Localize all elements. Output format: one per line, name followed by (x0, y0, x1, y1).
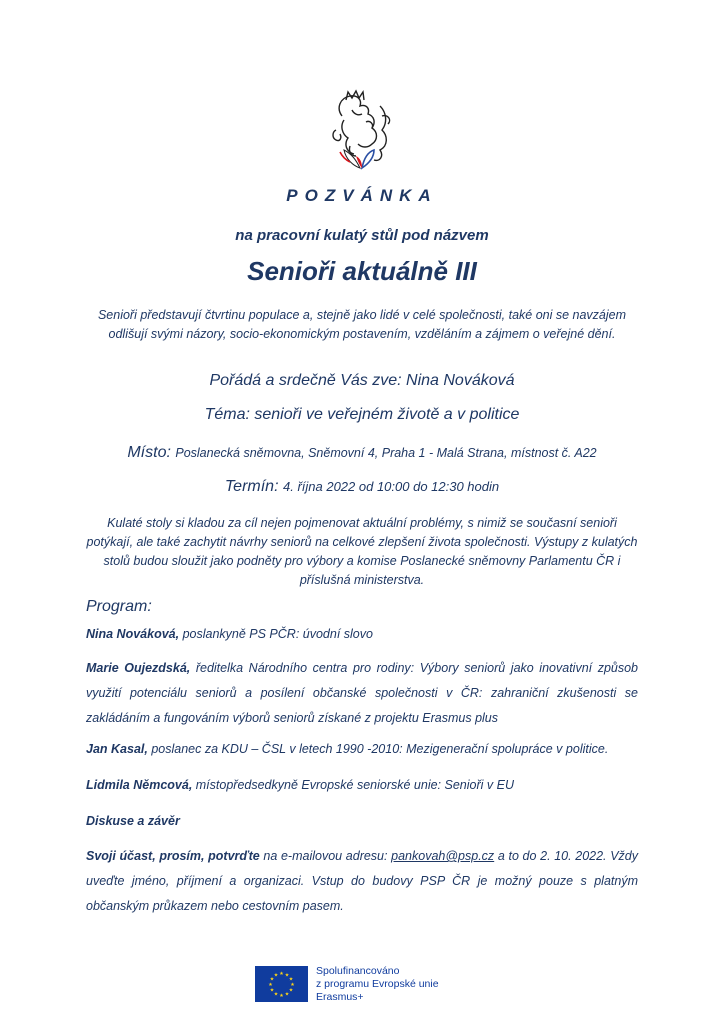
term-value: 4. října 2022 od 10:00 do 12:30 hodin (282, 479, 500, 494)
program-item (86, 773, 638, 798)
speaker-name: Marie Oujezdská, (86, 661, 191, 675)
eu-star-icon: ★ (279, 992, 284, 999)
eu-text-line-2: z programu Evropské unie (316, 978, 439, 990)
place-label: Místo: (127, 444, 171, 461)
speaker-name: Jan Kasal, (86, 742, 148, 756)
program-item-text: místopředsedkyně Evropské seniorské unie: Senioři v EU (192, 778, 514, 792)
rsvp-text-2: a to do 2. 10. 2022. Vždy uveďte jméno, příjmení a organizaci. Vstup do budovy PSP ČR je možný pouze s platným občanským průkazem nebo cestovním pasem. (86, 849, 638, 913)
rsvp-bold: Svoji účast, prosím, potvrďte (86, 849, 260, 863)
place-line (70, 444, 654, 462)
eu-star-icon: ★ (288, 987, 294, 994)
eu-text-line-1: Spolufinancováno (316, 965, 400, 977)
program-heading: Program: (86, 598, 152, 615)
eu-star-icon: ★ (284, 991, 290, 998)
eu-text-line-3: Erasmus+ (316, 991, 364, 1003)
term-label: Termín: (224, 478, 279, 495)
program-item (86, 737, 638, 762)
eu-star-icon: ★ (269, 976, 275, 983)
speaker-name: Nina Nováková, (86, 627, 180, 641)
organizer-line: Pořádá a srdečně Vás zve: Nina Nováková (209, 372, 515, 389)
email-link[interactable]: pankovah@psp.cz (391, 849, 495, 863)
eu-star-icon: ★ (273, 991, 279, 998)
place-value: Poslanecká sněmovna, Sněmovní 4, Praha 1 - Malá Strana, místnost č. A22 (175, 446, 597, 460)
intro-paragraph: Senioři představují čtvrtinu populace a, stejně jako lidé v celé společnosti, také oni se navzájem odlišují svými názory, socio-ekonomickým postavením, vzděláním a zájmem o veřejné dění. (97, 308, 627, 341)
program-item-text: ředitelka Národního centra pro rodiny: Výbory seniorů jako inovativní způsob využití potenciálu seniorů a posílení občanské společnosti v ČR: zahraniční zkušenosti se zakládáním a fungováním výborů seniorů získané z projektu Erasmus plus (86, 661, 639, 725)
eu-cofunding-text (316, 965, 439, 1004)
program-item (86, 656, 638, 731)
invitation-subtitle: na pracovní kulatý stůl pod názvem (235, 227, 489, 244)
eu-star-icon: ★ (288, 976, 294, 983)
event-title: Senioři aktuálně III (247, 256, 477, 286)
eu-flag-icon (255, 966, 308, 1002)
eu-star-icon: ★ (273, 972, 279, 979)
speaker-name: Lidmila Němcová, (86, 778, 193, 792)
czech-parliament-lion-emblem-icon (322, 86, 400, 170)
eu-star-icon: ★ (268, 981, 273, 988)
topic-line: Téma: senioři ve veřejném životě a v politice (204, 406, 520, 423)
program-item-text: poslanec za KDU – ČSL v letech 1990 -2010: Mezigenerační spolupráce v politice. (147, 742, 609, 756)
program-item-closing: Diskuse a závěr (86, 814, 180, 828)
description-paragraph: Kulaté stoly si kladou za cíl nejen pojmenovat aktuální problémy, s nimiž se současní senioři potýkají, ale také zachytit návrhy seniorů na celkové zlepšení života společnosti. Výstupy z kulatých stolů budou sloužit jako podněty pro výbory a komise Poslanecké sněmovny Parlamentu ČR i příslušná ministerstva. (86, 516, 638, 587)
rsvp-paragraph (86, 844, 638, 919)
invitation-label: POZVÁNKA (286, 186, 438, 205)
eu-star-icon: ★ (279, 970, 284, 977)
rsvp-text-1: na e-mailovou adresu: (259, 849, 392, 863)
term-line (70, 478, 654, 496)
eu-star-icon: ★ (290, 981, 295, 988)
program-item (86, 622, 638, 647)
eu-star-icon: ★ (269, 987, 275, 994)
eu-star-icon: ★ (284, 972, 290, 979)
program-item-text: poslankyně PS PČR: úvodní slovo (179, 627, 373, 641)
